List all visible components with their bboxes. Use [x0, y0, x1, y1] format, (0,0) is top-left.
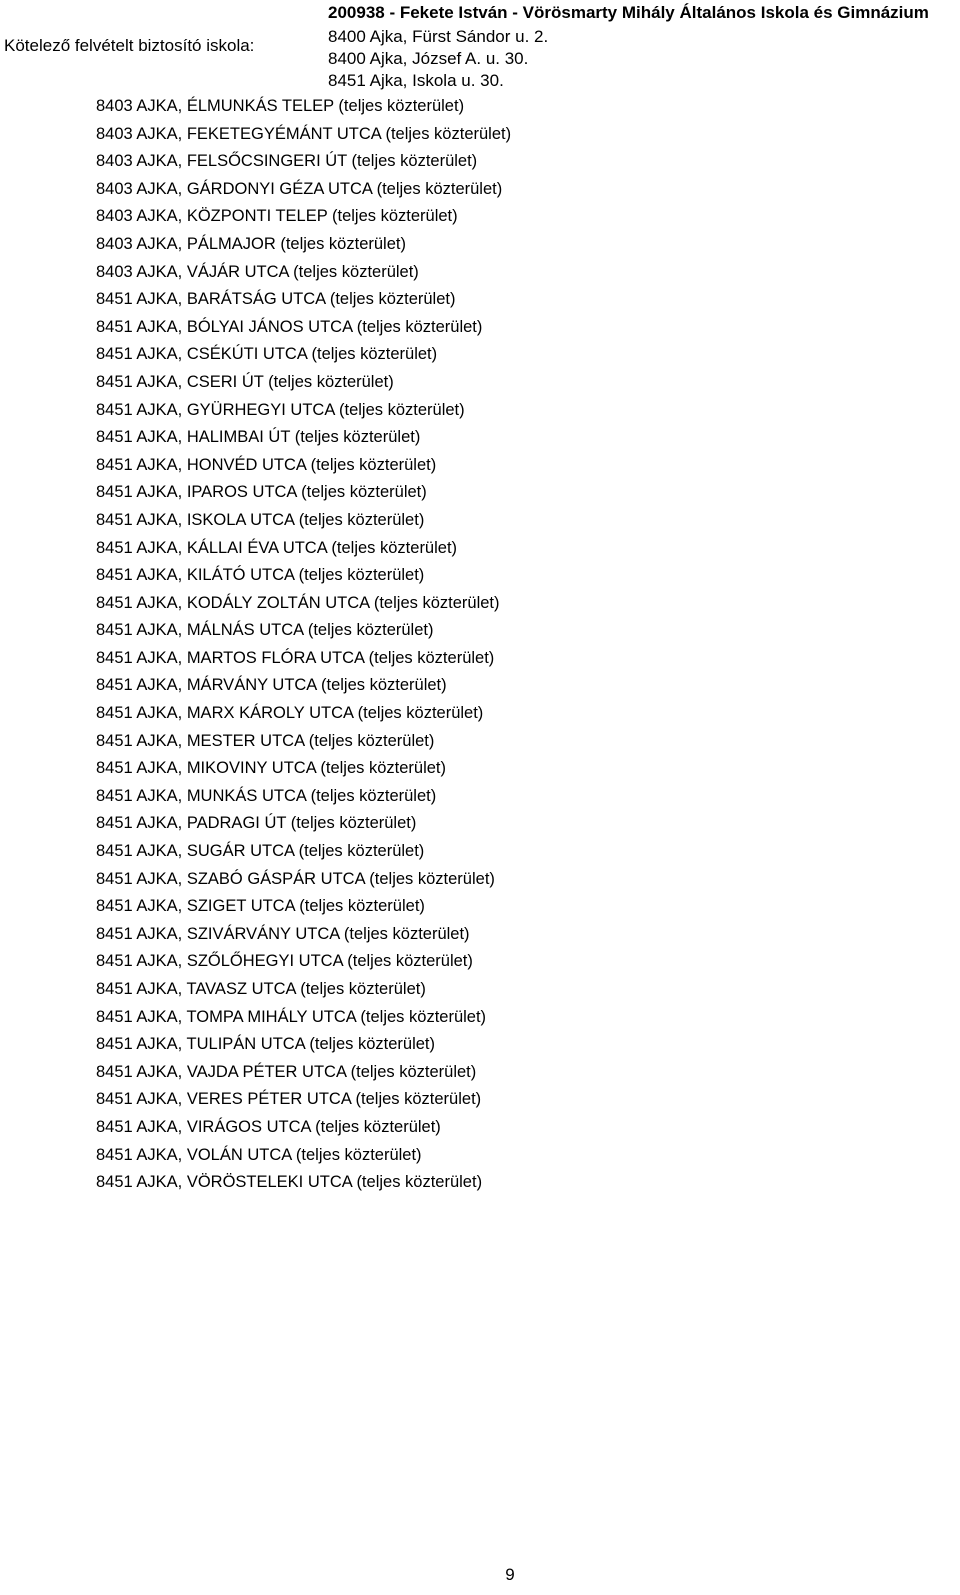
street-item: 8451 AJKA, SUGÁR UTCA (teljes közterület)	[96, 842, 425, 861]
school-address-list	[328, 26, 548, 92]
street-item: 8451 AJKA, KÁLLAI ÉVA UTCA (teljes közterület)	[96, 538, 458, 557]
header-label: Kötelező felvételt biztosító iskola:	[4, 36, 255, 55]
street-item: 8451 AJKA, BARÁTSÁG UTCA (teljes közterület)	[96, 290, 456, 309]
street-item: 8451 AJKA, IPAROS UTCA (teljes közterület)	[96, 483, 427, 502]
school-header	[0, 0, 960, 92]
street-item: 8403 AJKA, FEKETEGYÉMÁNT UTCA (teljes közterület)	[96, 124, 512, 143]
street-item: 8451 AJKA, MIKOVINY UTCA (teljes közterület)	[96, 759, 446, 778]
street-item: 8451 AJKA, HALIMBAI ÚT (teljes közterület)	[96, 428, 421, 447]
street-item: 8451 AJKA, SZŐLŐHEGYI UTCA (teljes közterület)	[96, 952, 473, 971]
street-item: 8451 AJKA, VÖRÖSTELEKI UTCA (teljes közterület)	[96, 1173, 483, 1192]
street-item: 8403 AJKA, KÖZPONTI TELEP (teljes közterület)	[96, 207, 458, 226]
street-item: 8451 AJKA, HONVÉD UTCA (teljes közterület)	[96, 455, 437, 474]
school-name: 200938 - Fekete István - Vörösmarty Mihály Általános Iskola és Gimnázium	[328, 3, 929, 22]
street-item: 8451 AJKA, SZIGET UTCA (teljes közterület)	[96, 897, 425, 916]
street-item: 8451 AJKA, MARX KÁROLY UTCA (teljes közterület)	[96, 704, 484, 723]
street-item: 8451 AJKA, KODÁLY ZOLTÁN UTCA (teljes közterület)	[96, 593, 500, 612]
page-number: 9	[505, 1565, 515, 1584]
street-item: 8451 AJKA, BÓLYAI JÁNOS UTCA (teljes közterület)	[96, 317, 483, 336]
street-item: 8451 AJKA, MÁLNÁS UTCA (teljes közterület)	[96, 621, 434, 640]
street-item: 8451 AJKA, CSÉKÚTI UTCA (teljes közterület)	[96, 345, 438, 364]
street-item: 8451 AJKA, KILÁTÓ UTCA (teljes közterület)	[96, 566, 425, 585]
street-item: 8403 AJKA, ÉLMUNKÁS TELEP (teljes közterület)	[96, 97, 465, 115]
street-item: 8451 AJKA, SZABÓ GÁSPÁR UTCA (teljes közterület)	[96, 869, 495, 888]
street-item: 8403 AJKA, GÁRDONYI GÉZA UTCA (teljes közterület)	[96, 179, 503, 198]
street-item: 8451 AJKA, CSERI ÚT (teljes közterület)	[96, 372, 394, 391]
street-item: 8403 AJKA, PÁLMAJOR (teljes közterület)	[96, 234, 406, 253]
school-address: 8400 Ajka, Fürst Sándor u. 2.	[328, 27, 549, 46]
street-item: 8451 AJKA, MESTER UTCA (teljes közterület)	[96, 731, 435, 750]
street-item: 8451 AJKA, MARTOS FLÓRA UTCA (teljes közterület)	[96, 648, 495, 667]
street-item: 8403 AJKA, VÁJÁR UTCA (teljes közterület)	[96, 262, 419, 281]
school-address: 8400 Ajka, József A. u. 30.	[328, 49, 529, 68]
street-item: 8451 AJKA, TOMPA MIHÁLY UTCA (teljes közterület)	[96, 1007, 487, 1026]
street-item: 8451 AJKA, VERES PÉTER UTCA (teljes közterület)	[96, 1090, 482, 1109]
street-item: 8451 AJKA, VAJDA PÉTER UTCA (teljes közterület)	[96, 1062, 477, 1081]
street-item: 8451 AJKA, PADRAGI ÚT (teljes közterület)	[96, 814, 417, 833]
street-item: 8403 AJKA, FELSŐCSINGERI ÚT (teljes közterület)	[96, 152, 478, 171]
street-item: 8451 AJKA, TULIPÁN UTCA (teljes közterület)	[96, 1035, 435, 1054]
street-item: 8451 AJKA, MÁRVÁNY UTCA (teljes közterület)	[96, 676, 447, 695]
street-item: 8451 AJKA, GYÜRHEGYI UTCA (teljes közterület)	[96, 400, 465, 419]
street-item: 8451 AJKA, VOLÁN UTCA (teljes közterület)	[96, 1145, 422, 1164]
street-item: 8451 AJKA, SZIVÁRVÁNY UTCA (teljes közterület)	[96, 924, 470, 943]
street-list	[96, 93, 511, 1197]
street-item: 8451 AJKA, ISKOLA UTCA (teljes közterület)	[96, 510, 425, 529]
street-item: 8451 AJKA, TAVASZ UTCA (teljes közterület)	[96, 980, 426, 998]
street-item: 8451 AJKA, MUNKÁS UTCA (teljes közterület)	[96, 786, 437, 805]
school-address: 8451 Ajka, Iskola u. 30.	[328, 71, 504, 90]
street-item: 8451 AJKA, VIRÁGOS UTCA (teljes közterület)	[96, 1117, 441, 1136]
